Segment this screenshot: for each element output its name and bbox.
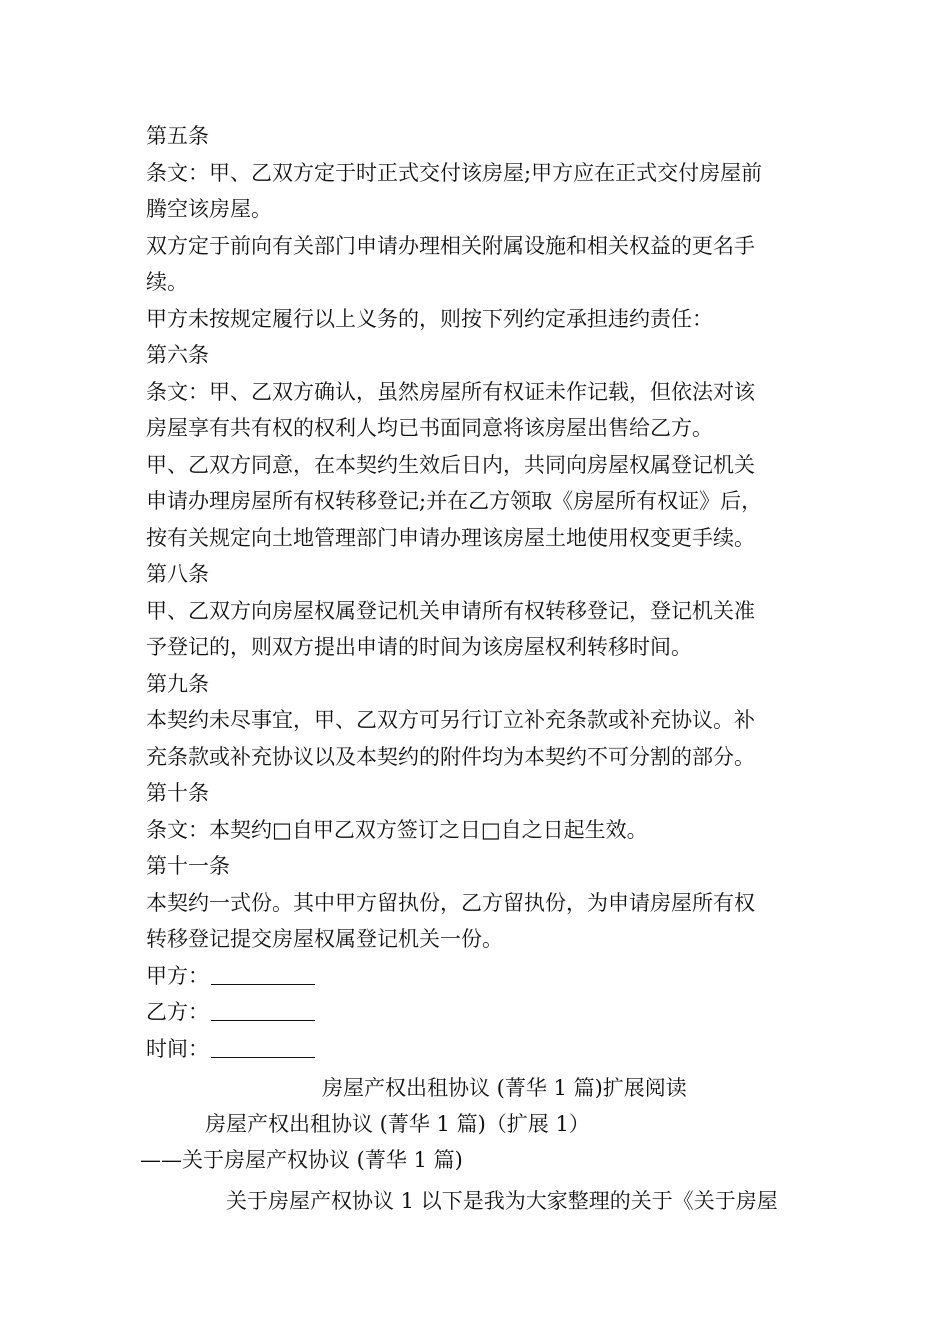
paragraph-line: 本契约未尽事宜，甲、乙双方可另行订立补充条款或补充协议。补 bbox=[146, 708, 755, 732]
paragraph-line: 申请办理房屋所有权转移登记;并在乙方领取《房屋所有权证》后， bbox=[146, 489, 763, 513]
paragraph-line: 转移登记提交房屋权属登记机关一份。 bbox=[146, 927, 503, 951]
signature-party-b bbox=[146, 994, 816, 1031]
paragraph-line: 房屋享有共有权的权利人均已书面同意将该房屋出售给乙方。 bbox=[146, 416, 713, 440]
paragraph-line: 本契约一式份。其中甲方留执份，乙方留执份，为申请房屋所有权 bbox=[146, 890, 755, 915]
extended-reading-heading: 房屋产权出租协议 (菁华 1 篇)扩展阅读 bbox=[322, 1076, 687, 1100]
signature-party-a bbox=[146, 958, 816, 995]
paragraph-line: 续。 bbox=[146, 270, 188, 294]
paragraph-line: 按有关规定向土地管理部门申请办理该房屋土地使用权变更手续。 bbox=[146, 525, 755, 550]
signature-blank bbox=[211, 1000, 315, 1021]
paragraph-line: 予登记的，则双方提出申请的时间为该房屋权利转移时间。 bbox=[146, 635, 692, 659]
paragraph-line: 双方定于前向有关部门申请办理相关附属设施和相关权益的更名手 bbox=[146, 233, 755, 258]
paragraph-line: 甲、乙双方同意，在本契约生效后日内，共同向房屋权属登记机关 bbox=[146, 452, 755, 477]
article-heading: 第十条 bbox=[146, 781, 209, 805]
extended-reading-intro: 关于房屋产权协议 1 以下是我为大家整理的关于《关于房屋 bbox=[226, 1189, 778, 1213]
signature-label: 乙方： bbox=[146, 1000, 209, 1024]
signature-blank bbox=[211, 1037, 315, 1058]
article-heading: 第九条 bbox=[146, 671, 209, 696]
article-heading: 第五条 bbox=[146, 124, 209, 148]
paragraph-line: 甲方未按规定履行以上义务的，则按下列约定承担违约责任： bbox=[146, 306, 713, 331]
paragraph-line: 条文：甲、乙双方确认，虽然房屋所有权证未作记载，但依法对该 bbox=[146, 379, 755, 404]
signature-blank bbox=[211, 964, 315, 985]
extended-reading-title: ——关于房屋产权协议 (菁华 1 篇) bbox=[140, 1148, 463, 1172]
document-body bbox=[146, 118, 816, 1067]
article-heading: 第六条 bbox=[146, 343, 209, 367]
paragraph-line: 腾空该房屋。 bbox=[146, 197, 272, 221]
paragraph-line: 条文：甲、乙双方定于时正式交付该房屋;甲方应在正式交付房屋前 bbox=[146, 160, 763, 185]
article-heading: 第八条 bbox=[146, 562, 209, 586]
paragraph-line: 充条款或补充协议以及本契约的附件均为本契约不可分割的部分。 bbox=[146, 744, 755, 769]
extended-reading-subheading: 房屋产权出租协议 (菁华 1 篇)（扩展 1） bbox=[205, 1112, 590, 1136]
signature-time bbox=[146, 1031, 816, 1068]
signature-label: 甲方： bbox=[146, 963, 209, 988]
signature-label: 时间： bbox=[146, 1036, 209, 1061]
article-heading: 第十一条 bbox=[146, 854, 230, 878]
paragraph-line: 甲、乙双方向房屋权属登记机关申请所有权转移登记，登记机关准 bbox=[146, 598, 755, 623]
paragraph-line: 条文：本契约□自甲乙双方签订之日□自之日起生效。 bbox=[146, 817, 648, 842]
